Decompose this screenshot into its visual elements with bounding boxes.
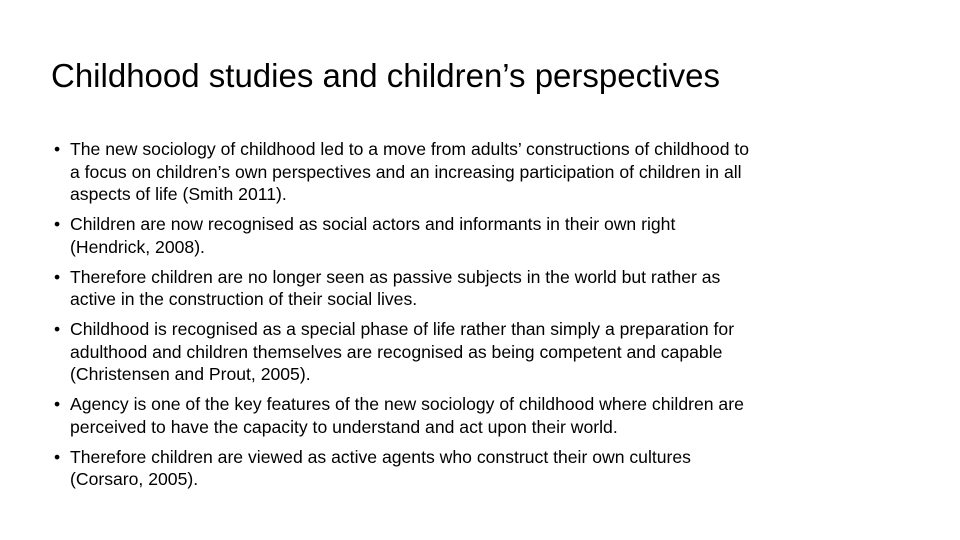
bullet-item — [52, 213, 752, 258]
bullet-glyph: • — [54, 214, 61, 234]
bullet-text: Children are now recognised as social actors and informants in their own right (Hendrick, 2008). — [70, 214, 676, 257]
bullet-glyph: • — [54, 446, 61, 467]
bullet-list — [52, 138, 752, 498]
bullet-item — [52, 266, 752, 311]
bullet-item — [52, 393, 752, 438]
bullet-text: The new sociology of childhood led to a move from adults’ constructions of childhood to a focus on children’s own perspectives and an increasing participation of children in all aspects of life (Smith 2011). — [70, 139, 750, 204]
bullet-item — [52, 446, 752, 491]
bullet-glyph: • — [54, 139, 61, 159]
bullet-glyph: • — [54, 394, 61, 414]
slide-title: Childhood studies and children’s perspectives — [51, 57, 720, 94]
bullet-text: Therefore children are viewed as active agents who construct their own cultures (Corsaro, 2005). — [70, 446, 691, 489]
bullet-text: Agency is one of the key features of the new sociology of childhood where children are perceived to have the capacity to understand and act upon their world. — [70, 394, 744, 437]
bullet-glyph: • — [54, 266, 61, 287]
bullet-item — [52, 138, 752, 206]
bullet-glyph: • — [54, 319, 61, 339]
bullet-item — [52, 318, 752, 386]
bullet-text: Therefore children are no longer seen as passive subjects in the world but rather as active in the construction of their social lives. — [70, 266, 721, 309]
bullet-text: Childhood is recognised as a special phase of life rather than simply a preparation for adulthood and children themselves are recognised as being competent and capable (Christensen and Prout, 2005). — [70, 319, 735, 384]
